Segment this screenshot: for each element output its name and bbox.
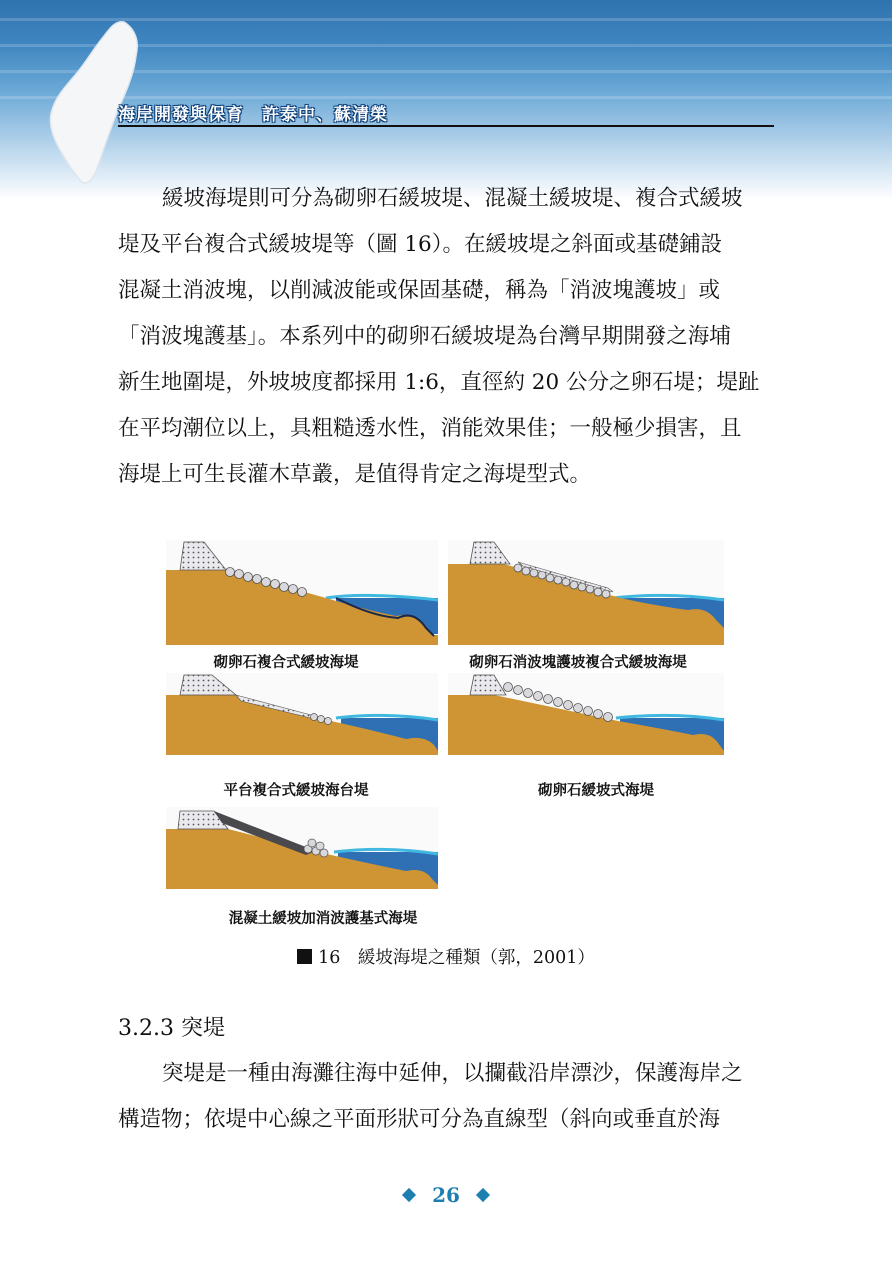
diamond-icon (402, 1188, 416, 1202)
header-rule (118, 125, 774, 127)
page-footer (0, 1183, 892, 1207)
panel-platform-composite-seawall (166, 673, 438, 755)
paragraph-line: 「消波塊護基」。本系列中的砌卵石緩坡堤為台灣早期開發之海埔 (118, 324, 731, 349)
panel-cobble-gentle-seawall (448, 673, 724, 755)
paragraph-line: 在平均潮位以上，具粗糙透水性，消能效果佳；一般極少損害，且 (118, 416, 742, 441)
running-header-title: 海岸開發與保育 許泰中、蘇清榮 (118, 105, 388, 125)
figure-number: 16 (318, 948, 341, 968)
panel-label: 砌卵石消波塊護坡複合式緩坡海堤 (469, 655, 687, 671)
panel-concrete-armor-toe-seawall (166, 807, 438, 889)
paragraph-line: 緩坡海堤則可分為砌卵石緩坡堤、混凝土緩坡堤、複合式緩坡 (162, 186, 743, 211)
body-paragraph-1 (118, 176, 776, 498)
figure-caption-text: 緩坡海堤之種類（郭，2001） (357, 948, 595, 968)
section-heading: 3.2.3 突堤 (118, 1016, 225, 1041)
panel-label: 砌卵石複合式緩坡海堤 (213, 655, 359, 671)
page-number: 26 (432, 1183, 460, 1207)
figure-square-icon (297, 949, 312, 964)
paragraph-line: 新生地圍堤，外坡坡度都採用 1:6，直徑約 20 公分之卵石堤；堤趾 (118, 370, 760, 395)
paragraph-line: 堤及平台複合式緩坡堤等（圖 16）。在緩坡堤之斜面或基礎鋪設 (118, 232, 722, 257)
seawall-types-figure (118, 525, 776, 925)
seawall-diagrams (118, 525, 776, 925)
figure-caption (0, 944, 892, 969)
paragraph-line: 突堤是一種由海灘往海中延伸，以攔截沿岸漂沙，保護海岸之 (162, 1061, 743, 1086)
panel-label: 混凝土緩坡加消波護基式海堤 (228, 911, 418, 927)
paragraph-line: 混凝土消波塊，以削減波能或保固基礎，稱為「消波塊護坡」或 (118, 278, 721, 303)
paragraph-line: 海堤上可生長灌木草叢，是值得肯定之海堤型式。 (118, 462, 592, 487)
panel-cobble-composite-seawall (166, 540, 438, 645)
panel-label: 平台複合式緩坡海台堤 (223, 783, 369, 799)
paragraph-line: 構造物；依堤中心線之平面形狀可分為直線型（斜向或垂直於海 (118, 1107, 721, 1132)
panel-label: 砌卵石緩坡式海堤 (538, 783, 654, 799)
panel-cobble-armor-composite-seawall (448, 540, 724, 645)
body-paragraph-2 (118, 1051, 776, 1143)
diamond-icon (476, 1188, 490, 1202)
